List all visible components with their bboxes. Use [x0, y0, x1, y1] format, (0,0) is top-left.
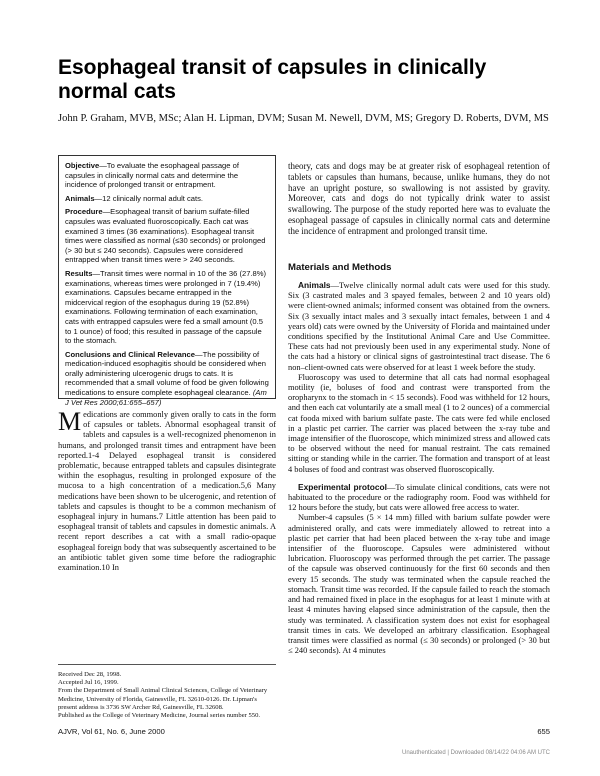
conclusions-text: —The possibility of medication-induced esophagitis should be considered when orally administering ulcerogenic drugs to cats. It is recommended that a small volume of food be given following medications to ensure complete esophageal clearance.	[65, 349, 269, 398]
download-watermark: Unauthenticated | Downloaded 08/14/22 04:06 AM UTC	[402, 750, 550, 756]
conclusions-label: Conclusions and Clinical Relevance	[65, 349, 195, 359]
procedure-label: Procedure	[65, 207, 103, 217]
methods-animals-label: Animals	[298, 280, 331, 290]
protocol-text: —To simulate clinical conditions, cats were not habituated to the procedure or the radiography room. Food was withheld for 12 hours before the study, but cats were allowed free access to water.	[288, 482, 550, 513]
animals-label: Animals	[65, 193, 95, 203]
methods-animals-text: —Twelve clinically normal adult cats were used for this study. Six (3 castrated males and 3 spayed females, between 2 and 10 years old) were client-owned animals; informed consent was obtained from the owners. Six (3 sexually intact males and 3 sexually intact females, between 1 and 4 years old) cats were owned by the University of Florida and maintained under conditions specified by the Institutional Animal Care and Use Committee. These cats had not previously been used in any experimental study. None of the cats had a history or clinical signs of gastrointestinal tract disease. The 6 non–client-owned cats were observed for at least 1 week before the study.	[288, 281, 550, 372]
article-title: Esophageal transit of capsules in clinically normal cats	[58, 56, 487, 103]
abstract-citation: (Am J Vet Res 2000;61:655–657)	[65, 388, 267, 407]
objective-text: —To evaluate the esophageal passage of capsules in clinically normal cats and determine the incidence of prolonged transit or entrapment.	[65, 161, 239, 190]
procedure-text: —Esophageal transit of barium sulfate-filled capsules was evaluated fluoroscopically. Each cat was examined 3 times (36 examinations). Esophageal transit times were classified as normal (≤30 seconds) or prolonged (> 30 but ≤ 240 seconds). Capsules were considered entrapped when transit times were > 240 seconds.	[65, 207, 266, 265]
intro-continuation	[288, 161, 550, 237]
methods-protocol	[288, 482, 550, 514]
objective-label: Objective	[65, 161, 100, 170]
abstract-conclusions	[65, 350, 269, 408]
publication-note: Published as the College of Veterinary Medicine, Journal series number 550.	[58, 712, 261, 720]
affiliation: From the Department of Small Animal Clinical Sciences, College of Veterinary Medicine, University of Florida, Gainesville, FL 32610-0126. Dr. Lipman's present address is 3736 SW Archer Rd, Gainesville, FL 32608.	[58, 687, 268, 711]
methods-body	[288, 280, 550, 656]
drop-cap: M	[58, 407, 82, 436]
page-number: 655	[537, 727, 550, 736]
abstract-objective	[65, 161, 269, 190]
results-text: —Transit times were normal in 10 of the 36 (27.8%) examinations, whereas times were prolonged in 7 (19.4%) examinations. Capsules became entrapped in the midcervical region of the esophagus during 19 (52.8%) examinations. Following termination of each examination, cats with entrapped capsules were fed a small amount (0.5 to 1 ounce) of food; this resulted in passage of the capsule to the stomach.	[65, 268, 267, 346]
journal-footer: AJVR, Vol 61, No. 6, June 2000	[58, 727, 165, 736]
footnotes	[58, 664, 276, 720]
received-date: Received Dec 28, 1998.	[58, 671, 122, 678]
intro-paragraph	[58, 407, 276, 573]
intro-continuation-text: theory, cats and dogs may be at greater risk of esophageal retention of tablets or capsules than humans, because, unlike humans, they do not have an upright posture, so swallowing is not assisted by gravity. Moreover, cats and dogs do not typically drink water to assist swallowing. The purpose of the study reported here was to evaluate the esophageal passage of capsules in clinically normal cats and determine the incidence of entrapment and prolonged transit time.	[288, 161, 550, 236]
abstract-procedure	[65, 207, 269, 265]
section-heading: Materials and Methods	[288, 262, 392, 273]
intro-text: edications are commonly given orally to cats in the form of capsules or tablets. Abnormal esophageal transit of tablets and capsules is a well-recognized phenomenon in humans, and prolonged transit times and entrapment have been reported.1-4 Delayed esophageal transit is considered problematic, because entrapped tablets and capsules disintegrate within the esophagus, resulting in prolonged exposure of the mucosa to a high concentration of a medication.5,6 Many medications have been shown to be ulcerogenic, and retention of tablets and capsules is thought to be a common mechanism of esophageal injury in humans.7 Little attention has been paid to esophageal transit of tablets and capsules in domestic animals. A recent report describes a cat with a small radio-opaque esophageal foreign body that was subsequently ascertained to be an antibiotic tablet given some time before the radiographic examination.10 In	[58, 410, 276, 573]
methods-fluoroscopy: Fluoroscopy was used to determine that all cats had normal esophageal motility (ie, boluses of food and contrast were transported from the oropharynx to the stomach in < 15 seconds). Food was withheld for 12 hours, and then each cat voluntarily ate a small meal (1 to 2 ounces) of a commercial cat fooda mixed with barium sulfate paste. The cats were fed while enclosed in a plastic pet carrier. The carrier was placed between the x-ray tube and image intensifier of the fluoroscope, which minimized stress and allowed cats to be observed without the need for manual restraint. The cats remained sitting or standing while in the carrier. The formation and transport of at least 4 boluses of food and contrast was observed fluoroscopically.	[288, 372, 550, 474]
methods-animals	[288, 280, 550, 373]
accepted-date: Accepted Jul 16, 1999.	[58, 679, 119, 687]
abstract-results	[65, 269, 269, 346]
results-label: Results	[65, 268, 93, 278]
author-list: John P. Graham, MVB, MSc; Alan H. Lipman, DVM; Susan M. Newell, DVM, MS; Gregory D. Roberts, DVM, MS	[58, 113, 549, 124]
methods-capsules: Number-4 capsules (5 × 14 mm) filled with barium sulfate powder were administered orally, and cats were immediately allowed to retreat into a plastic pet carrier that had been placed between the x-ray tube and image intensifier of the fluoroscope. Capsules were administered without lubrication. Fluoroscopy was performed through the pet carrier. The passage of the capsule was observed continuously for the first 60 seconds and then every 15 seconds. The study was terminated when the capsule reached the stomach. Transit time was recorded. If the capsule failed to reach the stomach and had remained fixed in place in the esophagus for at least 1 minute with at least 4 minutes having elapsed since administration of the capsule, then the study was terminated. A classification system does not exist for esophageal transit times in cats. We developed an arbitrary classification. Esophageal transit times were classified as normal (≤ 30 seconds) or prolonged (> 30 but ≤ 240 seconds). At 4 minutes	[288, 513, 550, 656]
protocol-label: Experimental protocol	[298, 481, 387, 492]
animals-text: —12 clinically normal adult cats.	[94, 193, 204, 203]
abstract-animals	[65, 194, 269, 204]
abstract-box	[58, 155, 276, 407]
introduction	[58, 407, 276, 573]
